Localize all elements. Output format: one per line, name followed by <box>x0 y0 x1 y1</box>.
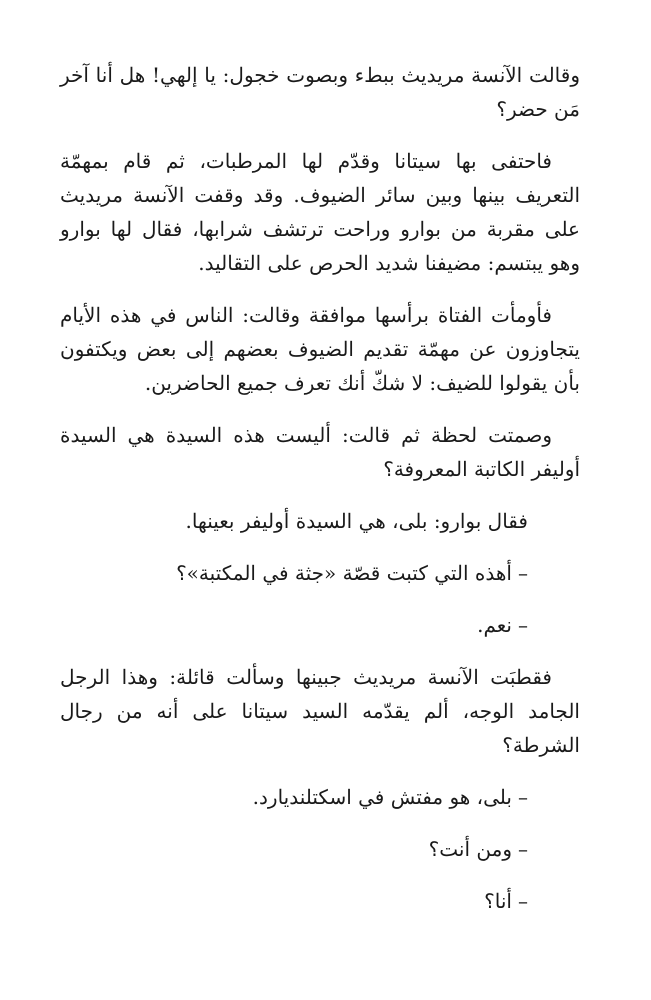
paragraph-text: فأومأت الفتاة برأسها موافقة وقالت: الناس في هذه الأيام يتجاوزون عن مهمّة تقديم الضيوف بعضهم إلى بعض ويكتفون بأن يقولوا للضيف: لا شكّ أنك تعرف جميع الحاضرين. <box>60 303 580 395</box>
dialogue-dash: – <box>518 889 528 913</box>
dialogue-dash: – <box>518 561 528 585</box>
dialogue-line <box>60 556 580 590</box>
dialogue-dash: – <box>518 613 528 637</box>
dialogue-text: بلى، هو مفتش في اسكتلنديارد. <box>252 785 512 809</box>
dialogue-text: نعم. <box>477 613 512 637</box>
paragraph <box>60 660 580 762</box>
dialogue-line <box>60 832 580 866</box>
dialogue-text: أنا؟ <box>484 889 512 913</box>
dialogue-text: ومن أنت؟ <box>428 837 512 861</box>
paragraph-text: فاحتفى بها سيتانا وقدّم لها المرطبات، ثم قام بمهمّة التعريف بينها وبين سائر الضيوف. وقد وقفت الآنسة مريديث على مقربة من بوارو وراحت ترتشف شرابها، فقال لها بوارو وهو يبتسم: مضيفنا شديد الحرص على التقاليد. <box>60 149 580 275</box>
dialogue-line <box>60 504 580 538</box>
dialogue-dash: – <box>518 785 528 809</box>
paragraph <box>60 298 580 400</box>
paragraph <box>60 58 580 126</box>
paragraph-text: وصمتت لحظة ثم قالت: أليست هذه السيدة هي السيدة أوليفر الكاتبة المعروفة؟ <box>60 423 580 481</box>
book-page <box>60 58 580 936</box>
dialogue-dash: – <box>518 837 528 861</box>
paragraph <box>60 418 580 486</box>
paragraph-text: فقطبَت الآنسة مريديث جبينها وسألت قائلة: وهذا الرجل الجامد الوجه، ألم يقدّمه السيد سيتانا على أنه من رجال الشرطة؟ <box>60 665 580 757</box>
dialogue-line <box>60 884 580 918</box>
dialogue-text: أهذه التي كتبت قصّة «جثة في المكتبة»؟ <box>176 561 512 585</box>
paragraph <box>60 144 580 280</box>
dialogue-line <box>60 608 580 642</box>
dialogue-text: فقال بوارو: بلى، هي السيدة أوليفر بعينها. <box>185 509 528 533</box>
paragraph-text: وقالت الآنسة مريديث ببطء وبصوت خجول: يا إلهي! هل أنا آخر مَن حضر؟ <box>60 63 580 121</box>
dialogue-line <box>60 780 580 814</box>
